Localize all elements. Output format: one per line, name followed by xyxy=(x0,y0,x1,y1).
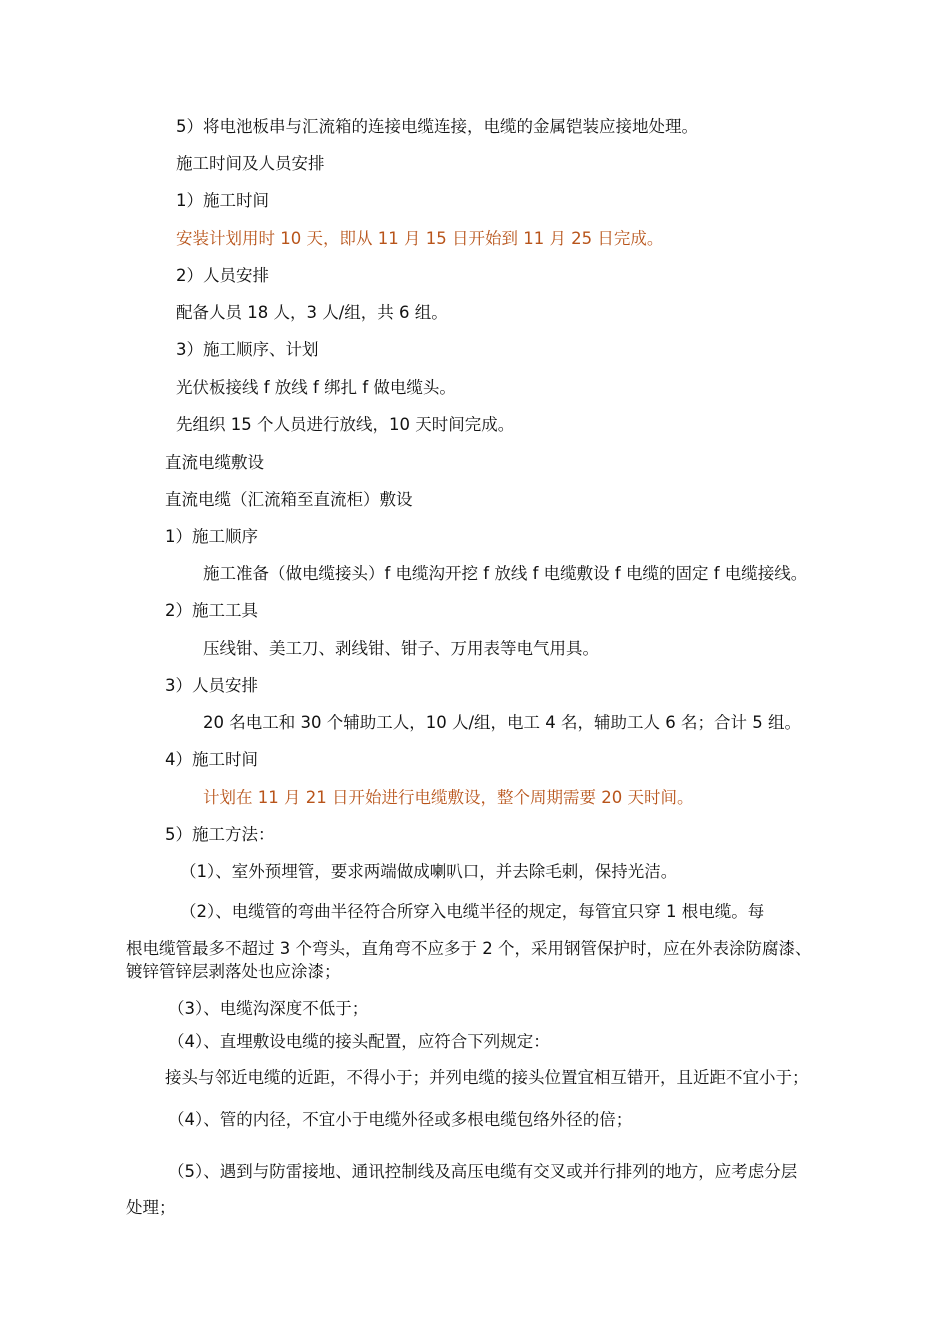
subheading-staffing: 2）人员安排 xyxy=(176,266,269,285)
subheading-construction-time-2: 4）施工时间 xyxy=(165,750,258,769)
pv-wiring-sequence: 光伏板接线 f 放线 f 绑扎 f 做电缆头。 xyxy=(176,378,456,397)
tools-detail: 压线钳、美工刀、剥线钳、钳子、万用表等电气用具。 xyxy=(203,639,599,658)
heading-schedule-staffing: 施工时间及人员安排 xyxy=(176,154,325,173)
method-item-1: （1）、室外预埋管，要求两端做成喇叭口，并去除毛刺，保持光洁。 xyxy=(180,862,678,881)
method-item-5-line-1: （5）、遇到与防雷接地、通讯控制线及高压电缆有交叉或并行排列的地方，应考虑分层 xyxy=(168,1162,798,1181)
method-item-2-line-3: 镀锌管锌层剥落处也应涂漆； xyxy=(126,962,341,981)
step-5-connect-cables: 5）将电池板串与汇流箱的连接电缆连接，电缆的金属铠装应接地处理。 xyxy=(176,117,698,136)
subheading-tools: 2）施工工具 xyxy=(165,601,258,620)
staffing-detail: 配备人员 18 人，3 人/组，共 6 组。 xyxy=(176,303,448,322)
heading-dc-cable-combiner-to-cabinet: 直流电缆（汇流箱至直流柜）敷设 xyxy=(165,490,413,509)
subheading-staffing-2: 3）人员安排 xyxy=(165,676,258,695)
method-item-4-pipe-diameter: （4）、管的内径，不宜小于电缆外径或多根电缆包络外径的倍； xyxy=(168,1110,633,1129)
method-item-3: （3）、电缆沟深度不低于； xyxy=(168,999,369,1018)
method-item-4-joints: （4）、直埋敷设电缆的接头配置，应符合下列规定： xyxy=(168,1032,550,1051)
subheading-construction-order: 1）施工顺序 xyxy=(165,527,258,546)
construction-order-detail: 施工准备（做电缆接头）f 电缆沟开挖 f 放线 f 电缆敷设 f 电缆的固定 f 电缆接线。 xyxy=(203,564,808,583)
joint-distance-rule: 接头与邻近电缆的近距，不得小于；并列电缆的接头位置宜相互错开，且近距不宜小于； xyxy=(165,1068,809,1087)
method-item-2-line-1: （2）、电缆管的弯曲半径符合所穿入电缆半径的规定，每管宜只穿 1 根电缆。每 xyxy=(180,902,765,921)
subheading-construction-time: 1）施工时间 xyxy=(176,191,269,210)
subheading-order-plan: 3）施工顺序、计划 xyxy=(176,340,319,359)
staffing-detail-2: 20 名电工和 30 个辅助工人，10 人/组，电工 4 名，辅助工人 6 名；合计 5 组。 xyxy=(203,713,801,732)
subheading-construction-method: 5）施工方法： xyxy=(165,825,275,844)
heading-dc-cable-laying: 直流电缆敷设 xyxy=(165,453,264,472)
install-plan-time: 安装计划用时 10 天，即从 11 月 15 日开始到 11 月 25 日完成。 xyxy=(176,229,664,248)
method-item-5-line-2: 处理； xyxy=(126,1198,176,1217)
method-item-2-line-2: 根电缆管最多不超过 3 个弯头，直角弯不应多于 2 个，采用钢管保护时，应在外表涂防腐漆、 xyxy=(126,939,812,958)
wiring-team-note: 先组织 15 个人员进行放线，10 天时间完成。 xyxy=(176,415,515,434)
cable-laying-plan-time: 计划在 11 月 21 日开始进行电缆敷设，整个周期需要 20 天时间。 xyxy=(203,788,694,807)
